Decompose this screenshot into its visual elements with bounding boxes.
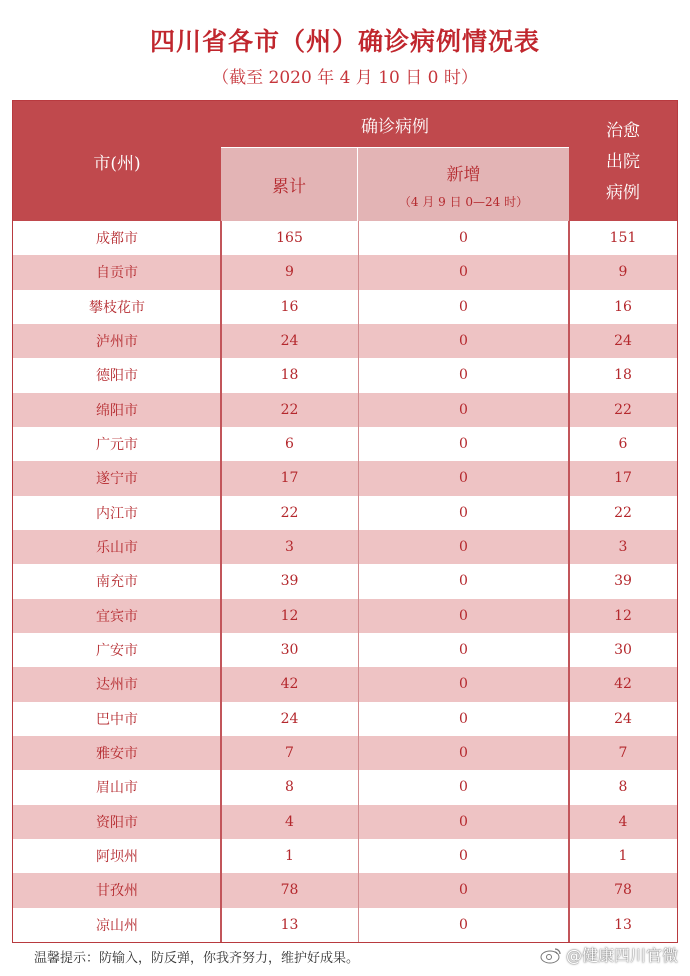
- page-subtitle: （截至 2020 年 4 月 10 日 0 时）: [212, 68, 478, 88]
- new-cell: 0: [459, 230, 468, 247]
- header-recovered-line1: 治愈: [606, 120, 640, 141]
- city-cell: 绵阳市: [96, 402, 138, 419]
- city-cell: 自贡市: [96, 265, 138, 282]
- header-total: 累计: [221, 147, 358, 221]
- total-cell: 13: [280, 916, 299, 933]
- new-cell: 0: [459, 504, 468, 521]
- header-new-sub: （4 月 9 日 0—24 时）: [398, 194, 529, 209]
- total-cell: 6: [285, 436, 294, 453]
- city-cell: 泸州市: [96, 334, 138, 351]
- table-row: [13, 599, 677, 633]
- recovered-cell: 42: [614, 676, 632, 693]
- recovered-cell: 1: [618, 848, 628, 865]
- city-cell: 雅安市: [96, 746, 138, 763]
- city-cell: 宜宾市: [96, 608, 138, 625]
- city-cell: 攀枝花市: [89, 299, 145, 316]
- recovered-cell: 6: [618, 436, 628, 453]
- total-cell: 42: [280, 676, 299, 693]
- table-row: [13, 530, 677, 564]
- recovered-cell: 30: [614, 642, 632, 659]
- city-cell: 凉山州: [96, 917, 138, 934]
- new-cell: 0: [459, 573, 468, 590]
- header-new-label: 新增: [446, 164, 481, 185]
- header-city: 市(州): [13, 101, 221, 221]
- city-cell: 眉山市: [96, 780, 138, 797]
- footer-note: 温馨提示：防输入，防反弹，你我齐努力，维护好成果。: [34, 951, 360, 966]
- new-cell: 0: [459, 916, 468, 933]
- new-cell: 0: [459, 710, 468, 727]
- new-cell: 0: [459, 436, 468, 453]
- new-cell: 0: [459, 607, 468, 624]
- table-row: [13, 496, 677, 530]
- recovered-cell: 4: [618, 813, 628, 830]
- city-cell: 遂宁市: [96, 471, 138, 488]
- header-recovered: [569, 101, 677, 221]
- new-cell: 0: [459, 264, 468, 281]
- recovered-cell: 24: [614, 333, 632, 350]
- recovered-cell: 78: [614, 882, 632, 899]
- cases-table: [12, 100, 678, 943]
- total-cell: 7: [285, 745, 294, 762]
- header-confirmed-group: 确诊病例: [221, 101, 569, 147]
- recovered-cell: 151: [609, 230, 637, 247]
- table-body: [13, 221, 677, 942]
- new-cell: 0: [459, 848, 468, 865]
- recovered-cell: 16: [614, 298, 632, 315]
- table-row: [13, 839, 677, 873]
- new-cell: 0: [459, 779, 468, 796]
- recovered-cell: 7: [618, 745, 628, 762]
- total-cell: 78: [280, 882, 299, 899]
- table-row: [13, 393, 677, 427]
- table-row: [13, 908, 677, 942]
- table-row: [13, 461, 677, 495]
- city-cell: 广安市: [96, 643, 138, 660]
- page-title: 四川省各市（州）确诊病例情况表: [149, 27, 540, 56]
- table-row: [13, 358, 677, 392]
- header-recovered-line3: 病例: [606, 182, 640, 203]
- total-cell: 22: [280, 504, 299, 521]
- recovered-cell: 18: [614, 367, 632, 384]
- new-cell: 0: [459, 676, 468, 693]
- watermark-text: @健康四川官微: [565, 946, 678, 965]
- new-cell: 0: [459, 882, 468, 899]
- total-cell: 18: [280, 367, 299, 384]
- grid-line: [568, 221, 570, 942]
- recovered-cell: 22: [614, 401, 632, 418]
- total-cell: 24: [280, 710, 299, 727]
- weibo-icon: [540, 946, 562, 964]
- total-cell: 1: [285, 848, 294, 865]
- grid-line: [220, 221, 222, 942]
- table-row: [13, 564, 677, 598]
- new-cell: 0: [459, 333, 468, 350]
- total-cell: 24: [280, 333, 299, 350]
- table-row: [13, 873, 677, 907]
- table-row: [13, 221, 677, 255]
- new-cell: 0: [459, 298, 468, 315]
- total-cell: 8: [285, 779, 294, 796]
- recovered-cell: 3: [618, 539, 628, 556]
- table-row: [13, 427, 677, 461]
- city-cell: 内江市: [96, 505, 138, 522]
- recovered-cell: 24: [614, 710, 632, 727]
- total-cell: 30: [280, 642, 299, 659]
- city-cell: 成都市: [96, 231, 138, 248]
- new-cell: 0: [459, 401, 468, 418]
- recovered-cell: 39: [614, 573, 632, 590]
- new-cell: 0: [459, 539, 468, 556]
- watermark: [540, 943, 678, 966]
- new-cell: 0: [459, 745, 468, 762]
- total-cell: 165: [276, 230, 303, 247]
- total-cell: 4: [285, 813, 294, 830]
- city-cell: 资阳市: [96, 814, 138, 831]
- city-cell: 广元市: [96, 437, 138, 454]
- city-cell: 巴中市: [96, 711, 138, 728]
- table-row: [13, 633, 677, 667]
- city-cell: 南充市: [96, 574, 138, 591]
- table-row: [13, 736, 677, 770]
- new-cell: 0: [459, 470, 468, 487]
- total-cell: 17: [280, 470, 299, 487]
- city-cell: 阿坝州: [96, 849, 138, 866]
- city-cell: 德阳市: [96, 368, 138, 385]
- table-row: [13, 255, 677, 289]
- total-cell: 12: [280, 607, 299, 624]
- new-cell: 0: [459, 367, 468, 384]
- recovered-cell: 22: [614, 504, 632, 521]
- total-cell: 9: [285, 264, 294, 281]
- header-divider: [569, 101, 581, 147]
- new-cell: 0: [459, 813, 468, 830]
- new-cell: 0: [459, 642, 468, 659]
- city-cell: 乐山市: [96, 540, 138, 557]
- header-recovered-line2: 出院: [606, 151, 640, 172]
- table-row: [13, 290, 677, 324]
- city-cell: 达州市: [96, 677, 138, 694]
- table-row: [13, 770, 677, 804]
- header-new: [358, 147, 569, 221]
- total-cell: 22: [280, 401, 299, 418]
- table-row: [13, 324, 677, 358]
- table-row: [13, 805, 677, 839]
- grid-line: [358, 221, 359, 942]
- total-cell: 16: [280, 298, 299, 315]
- city-cell: 甘孜州: [96, 883, 138, 900]
- recovered-cell: 9: [618, 264, 628, 281]
- recovered-cell: 13: [614, 916, 632, 933]
- table-row: [13, 702, 677, 736]
- recovered-cell: 12: [614, 607, 632, 624]
- total-cell: 39: [280, 573, 299, 590]
- recovered-cell: 8: [618, 779, 628, 796]
- total-cell: 3: [285, 539, 294, 556]
- table-row: [13, 667, 677, 701]
- recovered-cell: 17: [614, 470, 632, 487]
